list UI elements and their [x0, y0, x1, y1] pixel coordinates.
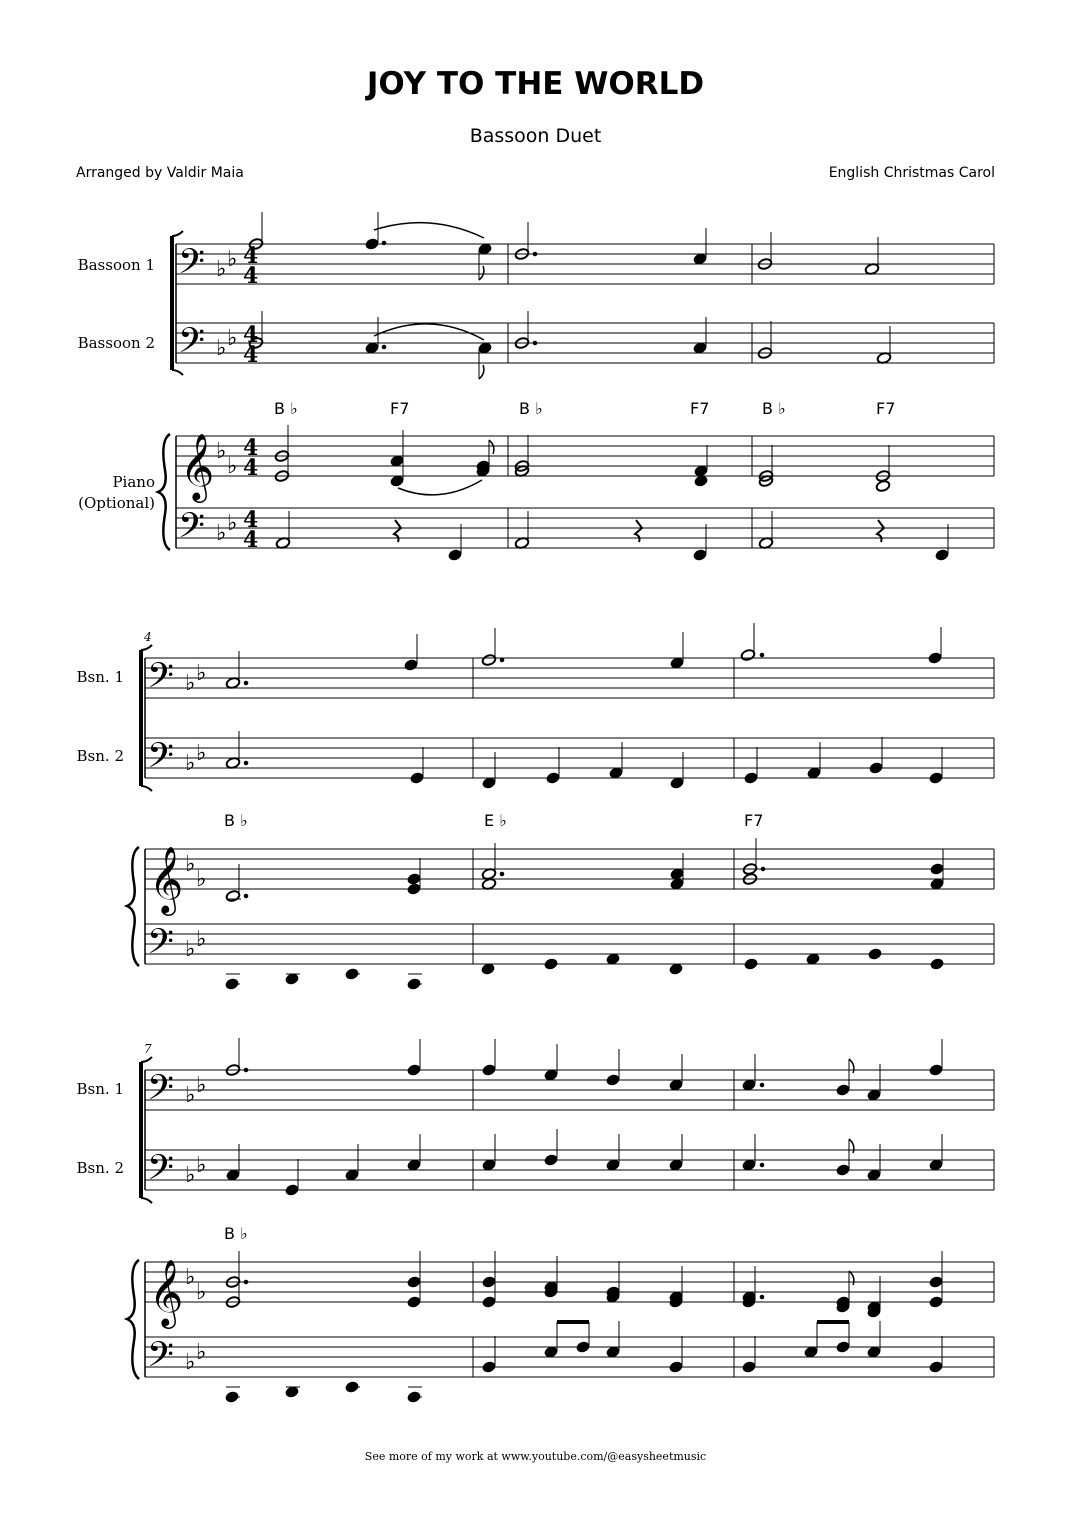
time-sig-bottom: 4 [243, 263, 259, 289]
measure-number: 4 [144, 630, 152, 644]
bass-clef-icon: 𝄢 [147, 921, 175, 970]
bass-clef-icon: 𝄢 [147, 1147, 175, 1196]
treble-clef-icon: 𝄞 [180, 432, 215, 500]
treble-clef-icon: 𝄞 [149, 1258, 184, 1326]
piano-treble-staff [145, 1262, 994, 1302]
time-sig-top: 4 [243, 322, 259, 348]
flat-icon: ♭ [227, 326, 238, 351]
footer-link[interactable]: See more of my work at www.youtube.com/@easysheetmusic [364, 1450, 707, 1463]
flat-icon: ♭ [185, 852, 196, 877]
bassoon-2-short-label: Bsn. 2 [76, 747, 124, 765]
bass-clef-icon: 𝄢 [178, 320, 206, 369]
flat-icon: ♭ [196, 927, 207, 952]
time-sig-top: 4 [243, 435, 259, 461]
bassoon-2-notes [248, 311, 891, 379]
chord-symbol: F7 [690, 399, 710, 418]
flat-icon: ♭ [227, 511, 238, 536]
flat-icon: ♭ [196, 1340, 207, 1365]
piano-bass-staff [145, 1337, 994, 1377]
system-3 [127, 1038, 994, 1403]
bassoon-1-notes [225, 623, 942, 689]
arranger-credit: Arranged by Valdir Maia [76, 165, 244, 181]
bassoon-2-label: Bassoon 2 [77, 334, 155, 352]
piano-treble-staff [176, 436, 994, 476]
piano-bass-staff [145, 924, 994, 964]
piano-bass-notes [225, 1321, 943, 1403]
time-sig-top: 4 [243, 507, 259, 533]
chord-symbol: B ♭ [274, 399, 298, 418]
bassoon-1-short-label: Bsn. 1 [76, 668, 124, 686]
time-sig-bottom: 4 [243, 527, 259, 553]
flat-icon: ♭ [216, 439, 227, 464]
time-sig-bottom: 4 [243, 455, 259, 481]
bassoon-1-staff [145, 1070, 994, 1110]
chord-symbol: F7 [744, 811, 764, 830]
piano-treble-notes [225, 838, 944, 902]
chord-symbol: B ♭ [519, 399, 543, 418]
chord-symbol: E ♭ [484, 811, 507, 830]
bass-clef-icon: 𝄢 [147, 1067, 175, 1116]
flat-icon: ♭ [185, 671, 196, 696]
bass-clef-icon: 𝄢 [178, 505, 206, 554]
bass-clef-icon: 𝄢 [147, 655, 175, 704]
bassoon-1-staff [145, 658, 994, 698]
flat-icon: ♭ [196, 1153, 207, 1178]
flat-icon: ♭ [185, 1350, 196, 1375]
flat-icon: ♭ [216, 257, 227, 282]
flat-icon: ♭ [185, 1083, 196, 1108]
chord-symbol: B ♭ [224, 1224, 248, 1243]
bassoon-2-staff [145, 1150, 994, 1190]
bassoon-1-short-label: Bsn. 1 [76, 1080, 124, 1098]
flat-icon: ♭ [185, 1265, 196, 1290]
flat-icon: ♭ [185, 1163, 196, 1188]
page-subtitle: Bassoon Duet [469, 125, 602, 147]
system-1 [158, 212, 994, 561]
treble-clef-icon: 𝄞 [149, 845, 184, 913]
flat-icon: ♭ [196, 661, 207, 686]
flat-icon: ♭ [227, 247, 238, 272]
bassoon-2-staff [176, 323, 994, 363]
flat-icon: ♭ [227, 454, 238, 479]
instrument-labels [77, 256, 155, 1177]
flat-icon: ♭ [185, 937, 196, 962]
flat-icon: ♭ [196, 1280, 207, 1305]
bassoon-1-label: Bassoon 1 [77, 256, 155, 274]
bass-clef-icon: 𝄢 [178, 241, 206, 290]
bass-clef-icon: 𝄢 [147, 735, 175, 784]
bass-clef-icon: 𝄢 [147, 1334, 175, 1383]
piano-treble-staff [145, 849, 994, 889]
flat-icon: ♭ [185, 751, 196, 776]
flat-icon: ♭ [196, 867, 207, 892]
time-sig-bottom: 4 [243, 342, 259, 368]
flat-icon: ♭ [216, 521, 227, 546]
time-sig-top: 4 [243, 243, 259, 269]
chord-symbol: F7 [390, 399, 410, 418]
measure-number: 7 [144, 1042, 152, 1056]
flat-icon: ♭ [196, 741, 207, 766]
chord-symbol: B ♭ [762, 399, 786, 418]
bassoon-2-short-label: Bsn. 2 [76, 1159, 124, 1177]
composer-credit: English Christmas Carol [828, 165, 995, 181]
bassoon-2-notes [225, 731, 943, 789]
flat-icon: ♭ [216, 336, 227, 361]
bassoon-2-notes [226, 1129, 943, 1196]
piano-bass-staff [176, 508, 994, 548]
piano-optional-label: (Optional) [78, 494, 155, 512]
piano-bass-notes [275, 511, 949, 561]
piano-label: Piano [112, 473, 155, 491]
piano-treble-notes [274, 425, 890, 495]
system-2 [127, 623, 994, 990]
bassoon-2-staff [145, 738, 994, 778]
flat-icon: ♭ [196, 1073, 207, 1098]
bassoon-1-notes [248, 212, 879, 280]
piano-treble-notes [225, 1251, 943, 1318]
chord-symbols [224, 399, 895, 1243]
chord-symbol: F7 [876, 399, 896, 418]
chord-symbol: B ♭ [224, 811, 248, 830]
page-title: JOY TO THE WORLD [366, 66, 705, 102]
